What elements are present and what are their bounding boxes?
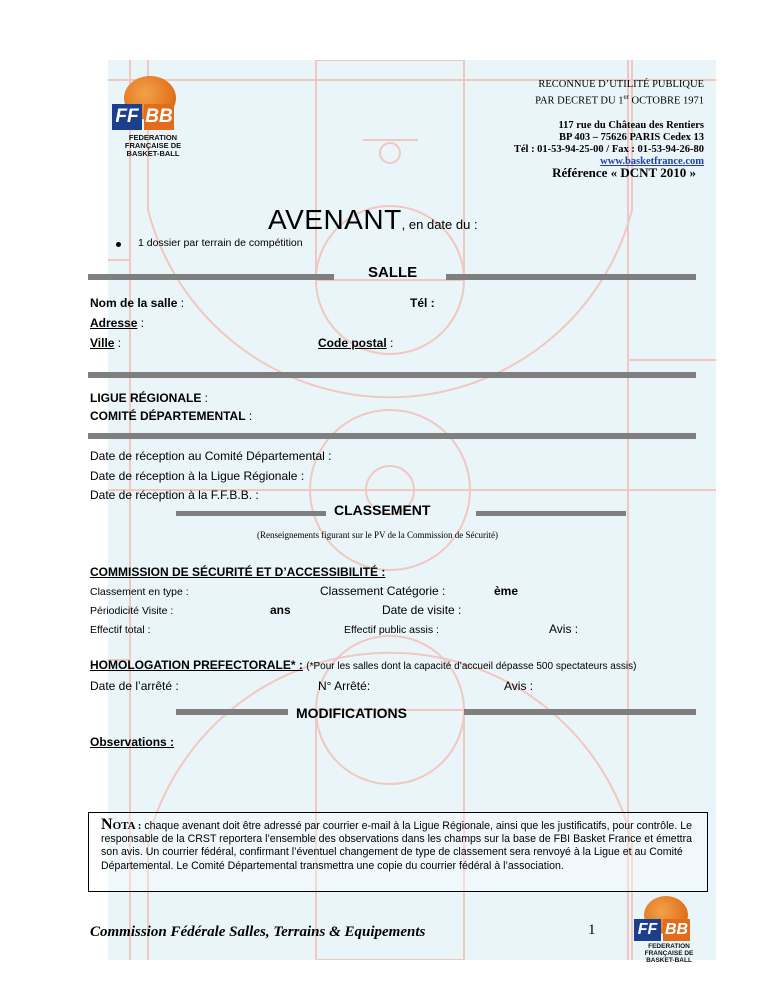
- divider-bar: [176, 709, 288, 715]
- recognition-line: RECONNUE D’UTILITÉ PUBLIQUE: [538, 79, 704, 90]
- salle-postal-label: Code postal :: [318, 336, 394, 350]
- reception-ffbb-label: Date de réception à la F.F.B.B. :: [90, 488, 259, 502]
- title-date-label: , en date du :: [401, 217, 478, 232]
- divider-bar: [88, 433, 696, 439]
- logo-bb: BB: [663, 919, 690, 941]
- salle-city-label: Ville :: [90, 336, 122, 350]
- divider-bar: [476, 511, 626, 516]
- page-number: 1: [588, 922, 596, 938]
- logo-caption: FEDERATION FRANÇAISE DE BASKET-BALL: [124, 133, 182, 158]
- nota-box: [88, 812, 708, 892]
- salle-address-label: Adresse :: [90, 316, 145, 330]
- arrete-date-label: Date de l’arrêté :: [90, 679, 179, 693]
- decree-line: PAR DECRET DU 1er OCTOBRE 1971: [535, 93, 704, 107]
- section-modifications-heading: MODIFICATIONS: [296, 705, 407, 721]
- salle-name-label: Nom de la salle :: [90, 296, 185, 310]
- reception-comite-label: Date de réception au Comité Départemental :: [90, 449, 332, 463]
- periodicity-label: Périodicité Visite :: [90, 605, 174, 617]
- footer-commission: Commission Fédérale Salles, Terrains & Equipements: [90, 924, 426, 940]
- address-block: 117 rue du Château des Rentiers BP 403 – 75626 PARIS Cedex 13 Tél : 01-53-94-25-00 / Fax : 01-53-94-26-80 www.basketfrance.com: [513, 120, 704, 167]
- total-label: Effectif total :: [90, 624, 151, 636]
- homologation-line: [90, 658, 636, 672]
- divider-bar: [464, 709, 696, 715]
- avis-label: Avis :: [549, 622, 579, 636]
- reference: Référence « DCNT 2010 »: [552, 165, 696, 180]
- logo-caption: FEDERATION FRANÇAISE DE BASKET-BALL: [644, 943, 694, 964]
- commission-heading: COMMISSION DE SÉCURITÉ ET D’ACCESSIBILITÉ :: [90, 565, 386, 579]
- public-label: Effectif public assis :: [344, 624, 439, 636]
- category-label: Classement Catégorie :: [320, 584, 446, 598]
- title-avenant: AVENANT: [268, 204, 402, 235]
- website-link[interactable]: www.basketfrance.com: [600, 156, 704, 167]
- divider-bar: [446, 274, 696, 280]
- homologation-heading: HOMOLOGATION PREFECTORALE* :: [90, 658, 303, 672]
- bullet-icon: [116, 242, 121, 247]
- observations-label: Observations :: [90, 735, 175, 749]
- recognition-block: [535, 79, 704, 108]
- divider-bar: [88, 372, 696, 378]
- footer-ffbb-logo: [632, 896, 704, 978]
- type-label: Classement en type :: [90, 586, 189, 598]
- visit-date-label: Date de visite :: [382, 603, 462, 617]
- nota-text: NOTA : chaque avenant doit être adressé par courrier e-mail à la Ligue Régionale, ainsi que les justificatifs, pour contrôle. Le responsable de la CRST reportera l’ensemble des observations dans les champs sur la base de FBI Basket France et émettra son avis. Un courrier fédéral, confirmant l’éventuel changement de type de classement sera renvoyé à la Ligue et au Comité Départemental. Le Comité Départemental transmettra une copie du courrier fédéral à l’association.: [101, 816, 692, 872]
- arrete-num-label: N° Arrêté:: [318, 679, 371, 693]
- homologation-note: (*Pour les salles dont la capacité d’accueil dépasse 500 spectateurs assis): [306, 661, 637, 672]
- classement-note: (Renseignements figurant sur le PV de la Commission de Sécurité): [257, 530, 499, 540]
- salle-tel-label: Tél :: [410, 296, 435, 310]
- divider-bar: [88, 274, 334, 280]
- reception-ligue-label: Date de réception à la Ligue Régionale :: [90, 469, 305, 483]
- category-suffix: ème: [494, 584, 519, 598]
- bullet-text: 1 dossier par terrain de compétition: [138, 237, 303, 249]
- logo-bb: BB: [144, 104, 174, 130]
- logo-ff: FF: [112, 104, 142, 130]
- document-title: [268, 204, 478, 236]
- arrete-avis-label: Avis :: [504, 679, 534, 693]
- section-classement-heading: CLASSEMENT: [334, 502, 431, 518]
- periodicity-unit: ans: [270, 603, 291, 617]
- ligue-label: LIGUE RÉGIONALE :: [90, 391, 209, 405]
- section-salle-heading: SALLE: [368, 264, 418, 281]
- ffbb-logo: [108, 76, 188, 172]
- comite-label: COMITÉ DÉPARTEMENTAL :: [90, 409, 253, 423]
- divider-bar: [176, 511, 326, 516]
- logo-ff: FF: [634, 919, 661, 941]
